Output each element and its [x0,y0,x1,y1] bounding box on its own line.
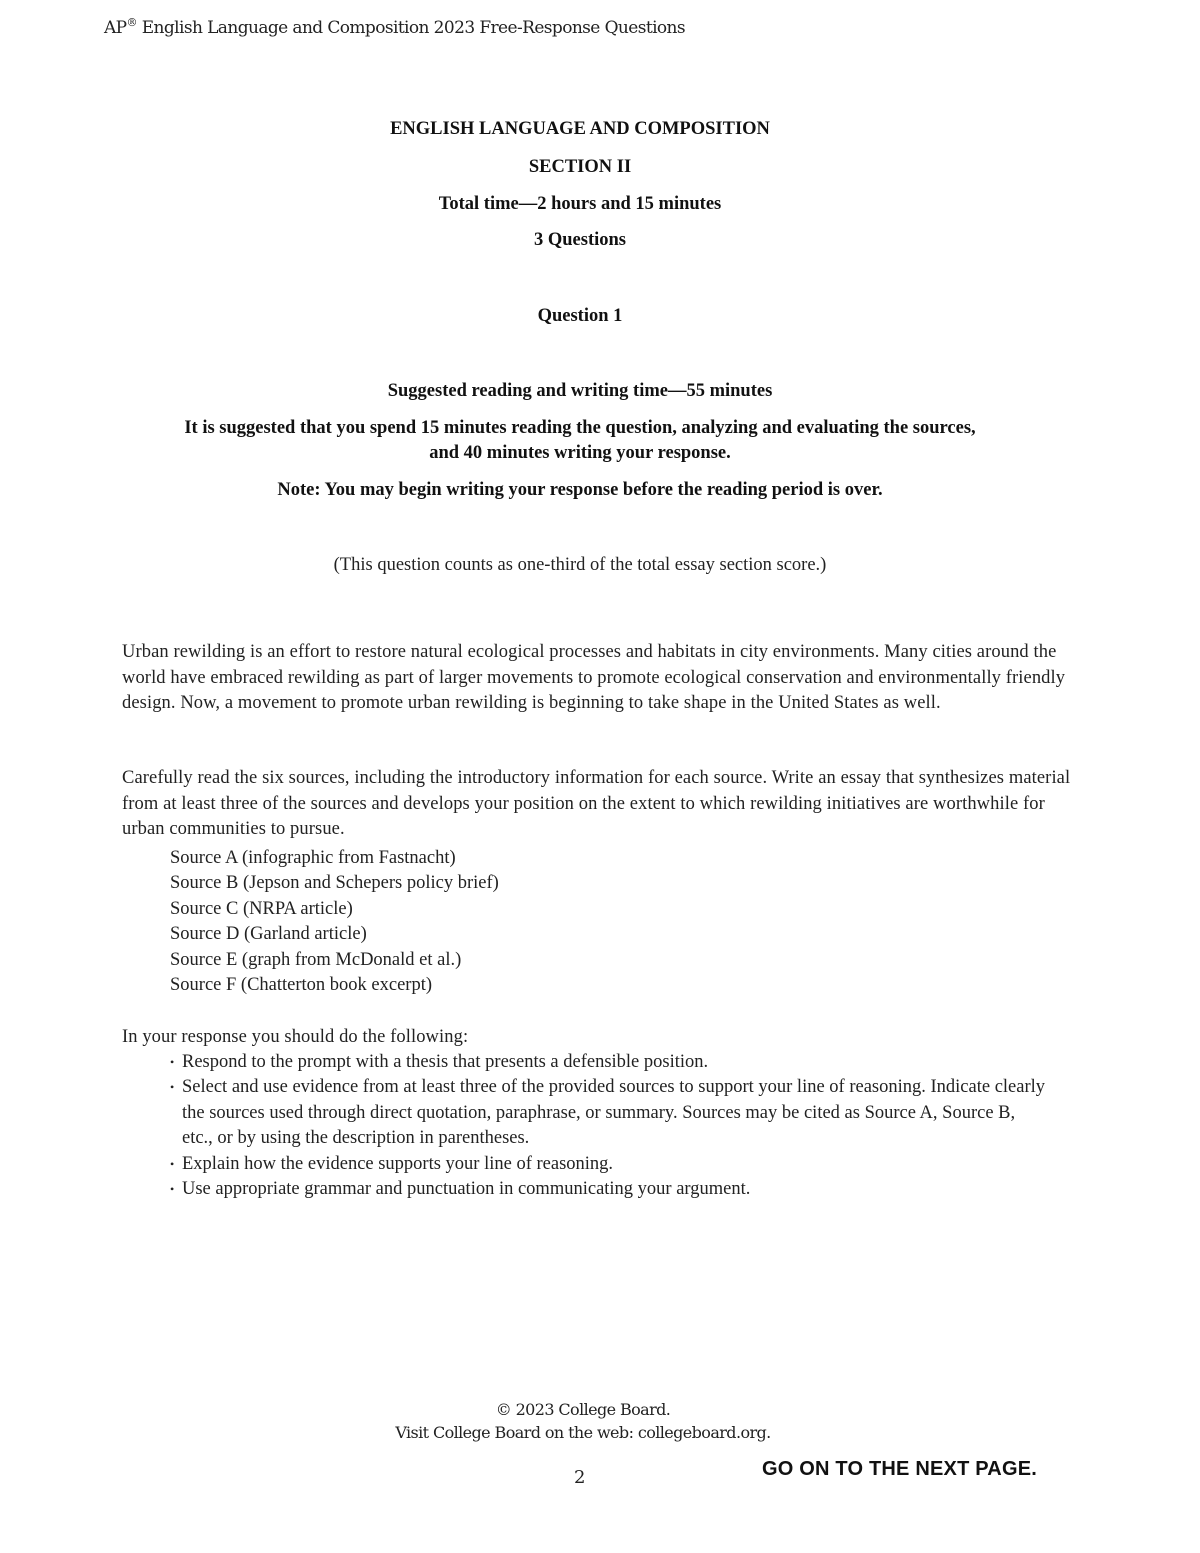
website-text: Visit College Board on the web: collegeboard.org. [395,1423,771,1442]
copyright-text: © 2023 College Board. [495,1400,671,1419]
intro-paragraph: Urban rewilding is an effort to restore natural ecological processes and habitats in city environments. Many cities around the world have embraced rewilding as part of larger movements to promote ecological conservation and environmentally friendly design. Now, a movement to promote urban rewilding is beginning to take shape in the United States as well. [122,642,1066,713]
question-weight: (This question counts as one-third of the total essay section score.) [333,555,827,575]
requirement-item [170,1152,1050,1177]
suggestion-line-2: and 40 minutes writing your response. [429,443,731,463]
running-header [104,18,685,38]
registered-mark: ® [126,16,137,29]
bullet-icon: • [170,1080,175,1095]
total-time: Total time—2 hours and 15 minutes [438,194,722,214]
source-item: Source A (infographic from Fastnacht) [170,848,456,868]
requirement-text: Use appropriate grammar and punctuation in communicating your argument. [182,1179,751,1200]
footer-copyright-block [300,1398,866,1444]
bullet-icon: • [170,1182,175,1197]
suggestion-line-1: It is suggested that you spend 15 minutes reading the question, analyzing and evaluating the sources, [184,418,976,438]
requirement-text: Explain how the evidence supports your line of reasoning. [182,1153,614,1174]
requirements-intro: In your response you should do the following: [122,1027,469,1047]
question-count: 3 Questions [533,230,626,250]
source-item: Source F (Chatterton book excerpt) [170,975,433,996]
next-page-notice: GO ON TO THE NEXT PAGE. [762,1458,1038,1480]
course-title: ENGLISH LANGUAGE AND COMPOSITION [390,119,770,139]
bullet-icon: • [170,1156,175,1171]
header-prefix: AP [104,18,127,38]
reading-note: Note: You may begin writing your response before the reading period is over. [277,480,883,500]
source-item: Source D (Garland article) [170,924,367,945]
requirements-list [170,1050,1050,1202]
requirement-item [170,1177,1050,1202]
requirement-text: Select and use evidence from at least three of the provided sources to support your line of reasoning. Indicate clearly the sources used through direct quotation, paraphrase, or summary. Sources may be cited as Source A, Source B, etc., or by using the description in parentheses. [182,1077,1046,1149]
source-list [170,846,499,998]
header-title: English Language and Composition 2023 Free-Response Questions [136,18,686,38]
instructions-paragraph: Carefully read the six sources, including the introductory information for each source. Write an essay that synthesizes material from at least three of the sources and develops your position on the extent to which rewilding initiatives are worthwhile for urban communities to pursue. [122,768,1071,839]
bullet-icon: • [170,1055,175,1069]
requirement-item [170,1050,1050,1075]
page-number: 2 [574,1467,586,1488]
requirement-item [170,1075,1050,1151]
section-label: SECTION II [528,157,632,177]
source-item: Source E (graph from McDonald et al.) [170,949,462,970]
source-item: Source B (Jepson and Schepers policy brief) [170,873,499,894]
suggested-time: Suggested reading and writing time—55 minutes [387,381,773,401]
source-item: Source C (NRPA article) [170,898,353,919]
requirement-text: Respond to the prompt with a thesis that presents a defensible position. [182,1052,709,1072]
question-title: Question 1 [537,306,623,326]
